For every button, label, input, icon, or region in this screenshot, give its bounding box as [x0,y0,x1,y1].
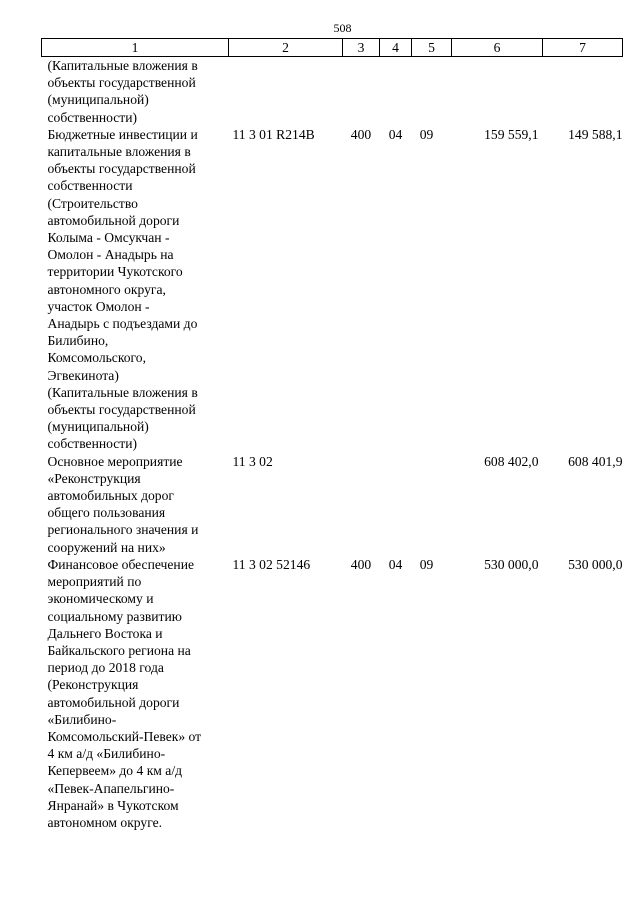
row-name-line: сооружений на них» [47,539,166,555]
row-name-line: общего пользования [47,505,166,521]
row-sum2-cell [543,57,623,126]
row-name-line: Эгвекинота) [47,367,119,383]
row-name-line: социальному развитию [47,608,182,624]
row-code-cell: 11 3 02 52146 [232,556,311,572]
row-pr-cell [412,453,452,556]
row-grbs-cell: 400 [350,126,372,142]
row-name-cell [42,556,229,831]
row-name-line: Омолон - Анадырь на [47,247,174,263]
row-name-line: Кепервеем» до 4 км а/д [47,763,183,779]
row-name-line: (Капитальные вложения в [47,384,198,400]
row-name-line: автономном округе. [47,814,163,830]
row-grbs-cell: 400 [350,556,372,572]
row-sum1-cell [452,57,543,126]
row-name-line: собственности) [47,109,138,125]
row-name-line: мероприятий по [47,574,142,590]
row-name-line: экономическому и [47,591,154,607]
row-sum1-cell: 530 000,0 [484,556,539,572]
row-name-cell [42,57,229,126]
row-name-line: объекты государственной [47,402,196,418]
row-name-line: период до 2018 года [47,660,164,676]
row-rz-cell [380,453,412,556]
row-grbs-cell [343,57,380,126]
row-name-cell [42,126,229,453]
row-sum1-cell: 608 402,0 [484,453,539,469]
page-number: 508 [333,21,352,35]
row-name-line: участок Омолон - [47,298,150,314]
table-body [42,57,623,832]
row-rz-cell [380,57,412,126]
row-rz-cell: 04 [388,556,403,572]
column-header: 5 [412,39,452,57]
budget-table [41,38,623,831]
row-name-line: Колыма - Омсукчан - [47,230,170,246]
row-name-line: территории Чукотского [47,264,183,280]
table-row [42,126,623,453]
row-name-line: Бюджетные инвестиции и [47,126,198,142]
row-name-line: Комсомольский-Певек» от [47,728,202,744]
column-header-row [42,39,623,57]
row-name-line: (Капитальные вложения в [47,58,198,73]
row-name-line: (муниципальной) [47,92,149,108]
row-code-cell: 11 3 01 R214В [232,126,315,142]
row-name-line: (муниципальной) [47,419,149,435]
row-code-cell [229,57,343,126]
column-header: 7 [543,39,623,57]
row-pr-cell: 09 [419,556,434,572]
row-rz-cell: 04 [388,126,403,142]
row-sum2-cell: 608 401,9 [568,453,623,469]
row-name-line: автомобильной дороги [47,694,180,710]
row-name-line: Комсомольского, [47,350,146,366]
column-header: 4 [380,39,412,57]
row-pr-cell: 09 [419,126,434,142]
table-row [42,556,623,831]
row-name-line: (Реконструкция [47,677,139,693]
column-header: 1 [42,39,229,57]
row-name-line: капитальные вложения в [47,144,191,160]
row-name-line: автономного округа, [47,281,166,297]
row-name-line: автомобильных дорог [47,488,174,504]
row-name-line: 4 км а/д «Билибино- [47,746,166,762]
row-name-line: регионального значения и [47,522,199,538]
row-name-cell [42,453,229,556]
row-grbs-cell [343,453,380,556]
row-name-line: (Строительство [47,195,138,211]
row-name-line: Финансовое обеспечение [47,556,195,572]
row-name-line: объекты государственной [47,75,196,91]
column-header: 6 [452,39,543,57]
row-name-line: Янранай» в Чукотском [47,797,179,813]
column-header: 3 [343,39,380,57]
row-name-line: Билибино, [47,333,109,349]
row-name-line: собственности [47,178,133,194]
table-row [42,453,623,556]
row-name-line: собственности) [47,436,138,452]
row-sum2-cell: 149 588,1 [568,126,623,142]
row-name-line: Основное мероприятие [47,453,183,469]
row-sum1-cell: 159 559,1 [484,126,539,142]
row-pr-cell [412,57,452,126]
row-name-line: объекты государственной [47,161,196,177]
row-name-line: автомобильной дороги [47,212,180,228]
row-name-line: Анадырь с подъездами до [47,316,198,332]
row-name-line: Дальнего Востока и [47,625,163,641]
row-name-line: Байкальского региона на [47,642,191,658]
table-row [42,57,623,126]
row-sum2-cell: 530 000,0 [568,556,623,572]
row-code-cell: 11 3 02 [232,453,273,469]
row-name-line: «Билибино- [47,711,117,727]
row-name-line: «Реконструкция [47,470,141,486]
row-name-line: «Певек-Апапельгино- [47,780,175,796]
column-header: 2 [229,39,343,57]
